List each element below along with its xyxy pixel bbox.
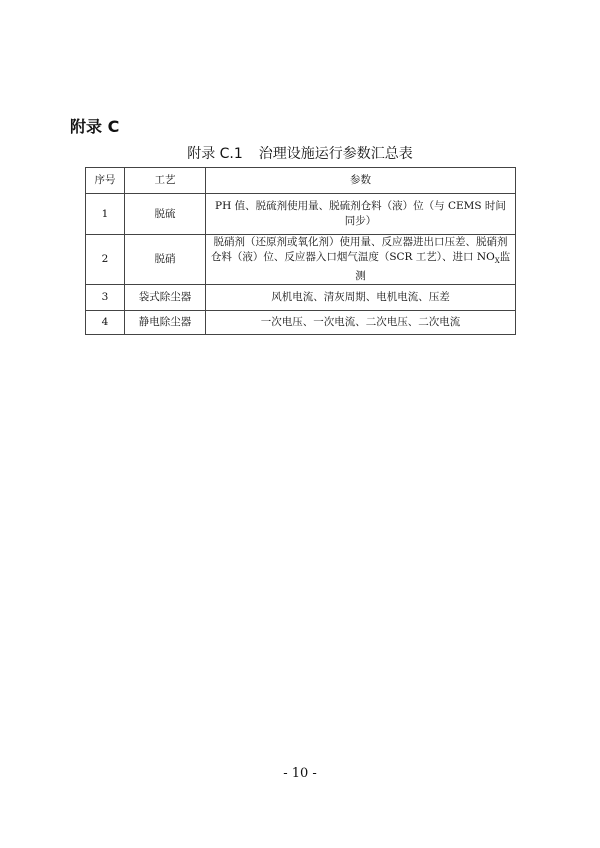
table-row — [86, 194, 516, 235]
table-row — [86, 311, 516, 335]
cell-params: 脱硝剂（还原剂或氧化剂）使用量、反应器进出口压差、脱硝剂仓料（液）位、反应器入口烟气温度（SCR 工艺）、进口 $NO_X$监测 — [206, 235, 516, 285]
header-params: 参数 — [206, 168, 516, 194]
cell-no: 3 — [86, 285, 125, 311]
parameters-table — [85, 167, 516, 335]
cell-no: 2 — [86, 235, 125, 285]
caption-title: 治理设施运行参数汇总表 — [258, 146, 413, 162]
table-row — [86, 285, 516, 311]
caption-label: 附录 C.1 — [187, 146, 243, 162]
cell-no: 1 — [86, 194, 125, 235]
cell-params: PH 值、脱硫剂使用量、脱硫剂仓料（液）位（与 CEMS 时间同步） — [206, 194, 516, 235]
appendix-title: 附录 C — [70, 117, 120, 136]
header-no: 序号 — [86, 168, 125, 194]
cell-process: 袋式除尘器 — [125, 285, 206, 311]
page-number: - 10 - — [283, 766, 317, 781]
cell-params: 一次电压、一次电流、二次电压、二次电流 — [206, 311, 516, 335]
header-process: 工艺 — [125, 168, 206, 194]
table-row — [86, 235, 516, 285]
cell-process: 脱硝 — [125, 235, 206, 285]
cell-process: 静电除尘器 — [125, 311, 206, 335]
table-caption — [0, 143, 600, 163]
cell-params: 风机电流、清灰周期、电机电流、压差 — [206, 285, 516, 311]
cell-process: 脱硫 — [125, 194, 206, 235]
table-header-row — [86, 168, 516, 194]
cell-no: 4 — [86, 311, 125, 335]
